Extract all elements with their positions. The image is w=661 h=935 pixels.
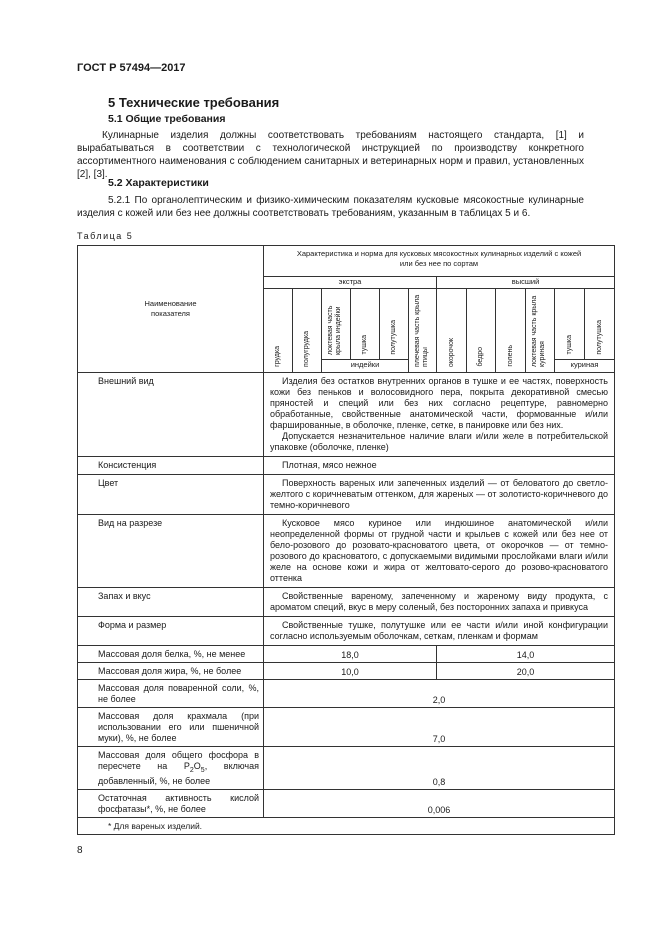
subscript: 2 — [189, 766, 194, 774]
table-row — [78, 617, 615, 646]
column-label: грудка — [274, 346, 281, 367]
table-row — [78, 515, 615, 588]
column-label: плечевая часть крыла птицы — [413, 294, 429, 367]
row-name: Массовая доля белка, %, не менее — [78, 646, 264, 663]
grade-header: высший — [437, 277, 615, 289]
vertical-header — [409, 289, 437, 373]
row-description — [264, 457, 615, 475]
row-description — [264, 588, 615, 617]
row-name: Форма и размер — [78, 617, 264, 646]
row-name: Вид на разрезе — [78, 515, 264, 588]
row-name: Консистенция — [78, 457, 264, 475]
column-header: Наименование показателя — [144, 299, 197, 318]
column-label: полутушка — [390, 320, 397, 355]
subsection-title: 5.1 Общие требования — [108, 113, 226, 125]
value-all: 0,8 — [264, 747, 615, 790]
table-row — [78, 373, 615, 457]
subsection-title: 5.2 Характеристики — [108, 177, 209, 189]
value-all: 0,006 — [264, 789, 615, 817]
value-extra: 18,0 — [264, 646, 437, 663]
paragraph-text: Кулинарные изделия должны соответствовать требованиям настоящего стандарта, [1] и вырабатываться в соответствии с технологической инструкцией по производству конкретного ассортиментного наименования с соблюдением санитарных и ветеринарных норм и правил, установленных [2], [3]. — [77, 130, 584, 180]
vertical-header — [496, 289, 526, 373]
vertical-header — [293, 289, 322, 373]
table-row — [78, 588, 615, 617]
table-5 — [77, 245, 615, 835]
row-text: Кусковое мясо куриное или индюшиное анатомической и/или неопределенной формы от грудной части и крыльев с кожей или без нее от бело-розового до розовато-красноватого цвета, от окорочков — от темно-розового до красноватого, с допускаемыми видимыми прослойками влаги и/или желе на основе кожи и жира от желтовато-серого до розово-красноватого оттенка — [270, 518, 608, 583]
column-label: полутушка — [595, 320, 603, 355]
vertical-header — [264, 289, 293, 373]
row-description — [264, 515, 615, 588]
vertical-header — [437, 289, 467, 373]
column-label: тушка — [361, 335, 368, 355]
row-text: Плотная, мясо нежное — [282, 460, 377, 470]
row-name-part: Массовая доля общего фосфора в пересчете на P — [98, 750, 259, 771]
table-row — [78, 680, 615, 708]
value-high: 14,0 — [437, 646, 615, 663]
row-name: Массовая доля поваренной соли, %, не более — [78, 680, 264, 708]
row-name: Внешний вид — [78, 373, 264, 457]
row-name — [78, 747, 264, 790]
vertical-header — [585, 289, 615, 360]
group-header: индейки — [322, 360, 409, 373]
row-name: Массовая доля жира, %, не более — [78, 663, 264, 680]
subscript: 5 — [200, 766, 205, 774]
row-description — [264, 617, 615, 646]
vertical-header — [351, 289, 380, 360]
row-text: Изделия без остатков внутренних органов в тушке и ее частях, поверхность кожи без пеньков и волосовидного пера, покрыта декоративной смесью пряностей и специй или без них согласно рецептуре, равномерно обработанные, свойственные анатомической части, формованные и/или фаршированные, в оболочке, пленке, сетке, в панировке или без них. — [270, 376, 608, 430]
table-row — [78, 475, 615, 515]
row-name: Массовая доля крахмала (при использовании его или пшеничной муки), %, не более — [78, 708, 264, 747]
column-header: Характеристика и норма для кусковых мясокостных кулинарных изделий с кожей или без нее по сортам — [264, 246, 615, 277]
table-footnote: * Для вареных изделий. — [78, 817, 615, 834]
column-label: окорочок — [447, 337, 455, 367]
table-row — [78, 663, 615, 680]
column-label: полугрудка — [303, 331, 310, 367]
row-name-part: , включая добавленный, %, не более — [98, 761, 259, 786]
paragraph — [77, 129, 584, 181]
table-row — [78, 747, 615, 790]
column-label: тушка — [565, 335, 573, 355]
row-text: Допускается незначительное наличие влаги и/или желе в потребительской упаковке (оболочке, пленке) — [270, 431, 608, 452]
row-description — [264, 373, 615, 457]
page-number: 8 — [77, 845, 83, 856]
value-extra: 10,0 — [264, 663, 437, 680]
row-text: Свойственные вареному, запеченному и жареному виду продукта, с ароматом специй, вкус в меру соленый, без посторонних запаха и привкуса — [270, 591, 608, 612]
vertical-header — [322, 289, 351, 360]
document-header: ГОСТ Р 57494—2017 — [77, 62, 186, 74]
table-row — [78, 789, 615, 817]
row-name-part: O — [193, 761, 201, 771]
table-row — [78, 457, 615, 475]
row-text: Поверхность вареных или запеченных изделий — от беловатого до светло-желтого с коричневатым оттенком, для жареных — от золотисто-коричневого до темно-коричневого — [270, 478, 608, 510]
column-label: локтевая часть крыла куриная — [531, 295, 546, 367]
row-name: Остаточная активность кислой фосфатазы*, %, не более — [78, 789, 264, 817]
vertical-header — [526, 289, 555, 373]
vertical-header — [380, 289, 409, 360]
table-row — [78, 708, 615, 747]
value-all: 2,0 — [264, 680, 615, 708]
row-name: Цвет — [78, 475, 264, 515]
table-footnote-row — [78, 817, 615, 834]
header-name-cell — [78, 246, 264, 373]
section-title: 5 Технические требования — [108, 95, 280, 110]
vertical-header — [555, 289, 585, 360]
table-caption: Таблица 5 — [77, 231, 134, 241]
group-header: куриная — [555, 360, 615, 373]
paragraph-text: 5.2.1 По органолептическим и физико-химическим показателям кусковые мясокостные кулинарные изделия с кожей или без нее должны соответствовать требованиям, указанным в таблицах 5 и 6. — [77, 195, 584, 219]
column-label: голень — [506, 345, 514, 367]
value-all: 7,0 — [264, 708, 615, 747]
vertical-header — [467, 289, 496, 373]
paragraph — [77, 194, 584, 220]
column-label: локтевая часть крыла индейки — [327, 305, 342, 355]
column-label: бедро — [477, 347, 484, 367]
table-row — [78, 646, 615, 663]
row-description — [264, 475, 615, 515]
grade-header: экстра — [264, 277, 437, 289]
row-name: Запах и вкус — [78, 588, 264, 617]
value-high: 20,0 — [437, 663, 615, 680]
row-text: Свойственные тушке, полутушке или ее части и/или иной конфигурации согласно используемым оболочкам, сеткам, пленкам и формам — [270, 620, 608, 641]
